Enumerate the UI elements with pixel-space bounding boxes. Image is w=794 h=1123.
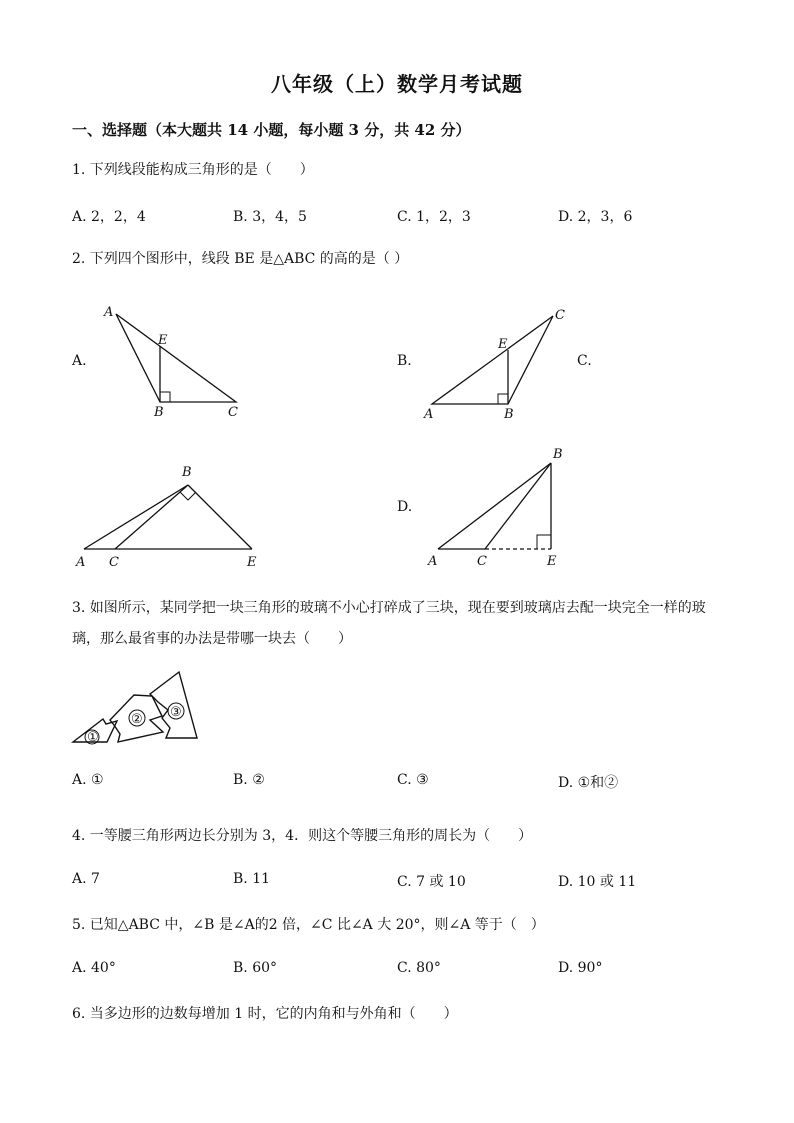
label-c: C xyxy=(477,554,487,569)
right-angle-mark xyxy=(160,392,170,402)
label-e: E xyxy=(498,337,508,352)
q2-option-c-label[interactable]: C. xyxy=(577,353,592,369)
q2-figure-b xyxy=(420,302,570,422)
q5-option-c[interactable]: C. 80° xyxy=(397,960,441,976)
q3-option-c[interactable]: C. ③ xyxy=(397,772,429,788)
label-a: A xyxy=(428,554,438,569)
page-title: 八年级（上）数学月考试题 xyxy=(271,72,523,96)
section-heading: 一、选择题（本大题共 14 小题，每小题 3 分，共 42 分） xyxy=(72,121,471,139)
question-3-stem-line1: 3. 如图所示，某同学把一块三角形的玻璃不小心打碎成了三块，现在要到玻璃店去配一块完全一样的玻 xyxy=(72,600,706,616)
label-c: C xyxy=(228,405,238,420)
q4-option-b[interactable]: B. 11 xyxy=(233,871,271,887)
q5-option-d[interactable]: D. 90° xyxy=(558,960,603,976)
label-b: B xyxy=(553,447,563,462)
q1-option-d[interactable]: D. 2，3，6 xyxy=(558,209,633,225)
q2-figure-a xyxy=(100,300,250,425)
label-e: E xyxy=(547,554,557,569)
triangle-abc xyxy=(116,314,236,402)
label-b: B xyxy=(504,407,514,422)
q2-option-a-label[interactable]: A. xyxy=(72,353,87,369)
question-1-stem: 1. 下列线段能构成三角形的是（ ） xyxy=(72,162,314,178)
q4-option-c[interactable]: C. 7 或 10 xyxy=(397,874,466,890)
label-a: A xyxy=(76,555,86,570)
q1-option-a[interactable]: A. 2，2，4 xyxy=(72,209,146,225)
q5-option-b[interactable]: B. 60° xyxy=(233,960,278,976)
label-e: E xyxy=(158,333,168,348)
q2-option-b-label[interactable]: B. xyxy=(397,353,412,369)
question-2-stem: 2. 下列四个图形中，线段 BE 是△ABC 的高的是（ ） xyxy=(72,251,409,267)
right-angle-mark xyxy=(537,535,551,549)
broken-glass-figure xyxy=(70,668,205,748)
q2-option-d-label[interactable]: D. xyxy=(397,499,413,515)
label-b: B xyxy=(182,465,192,480)
q2-figure-c xyxy=(72,460,272,572)
q1-option-b[interactable]: B. 3，4，5 xyxy=(233,209,307,225)
right-angle-mark xyxy=(498,394,508,404)
label-a: A xyxy=(424,407,434,422)
piece-2-label: ② xyxy=(131,712,143,727)
right-angle-mark xyxy=(180,492,196,500)
triangle-abc xyxy=(432,316,553,404)
q3-option-a[interactable]: A. ① xyxy=(72,772,104,788)
label-a: A xyxy=(104,305,114,320)
piece-3-label: ③ xyxy=(170,705,182,720)
q3-option-b[interactable]: B. ② xyxy=(233,772,265,788)
question-5-stem: 5. 已知△ABC 中，∠B 是∠A的2 倍，∠C 比∠A 大 20°，则∠A 等于（ ） xyxy=(72,917,545,933)
q4-option-d[interactable]: D. 10 或 11 xyxy=(558,874,637,890)
question-6-stem: 6. 当多边形的边数每增加 1 时，它的内角和与外角和（ ） xyxy=(72,1006,458,1022)
q3-option-d[interactable]: D. ①和② xyxy=(558,775,619,791)
question-3-stem-line2: 璃，那么最省事的办法是带哪一块去（ ） xyxy=(72,631,352,647)
q2-figure-d xyxy=(420,445,580,573)
label-c: C xyxy=(555,308,565,323)
label-c: C xyxy=(109,555,119,570)
label-b: B xyxy=(154,405,164,420)
segment-ab xyxy=(84,485,188,549)
segment-be xyxy=(188,485,252,549)
label-e: E xyxy=(247,555,257,570)
piece-1-label: ① xyxy=(87,730,99,745)
q1-option-c[interactable]: C. 1，2，3 xyxy=(397,209,471,225)
segment-bc xyxy=(115,485,188,549)
q5-option-a[interactable]: A. 40° xyxy=(72,960,116,976)
question-4-stem: 4. 一等腰三角形两边长分别为 3，4．则这个等腰三角形的周长为（ ） xyxy=(72,828,533,844)
q4-option-a[interactable]: A. 7 xyxy=(72,871,100,887)
